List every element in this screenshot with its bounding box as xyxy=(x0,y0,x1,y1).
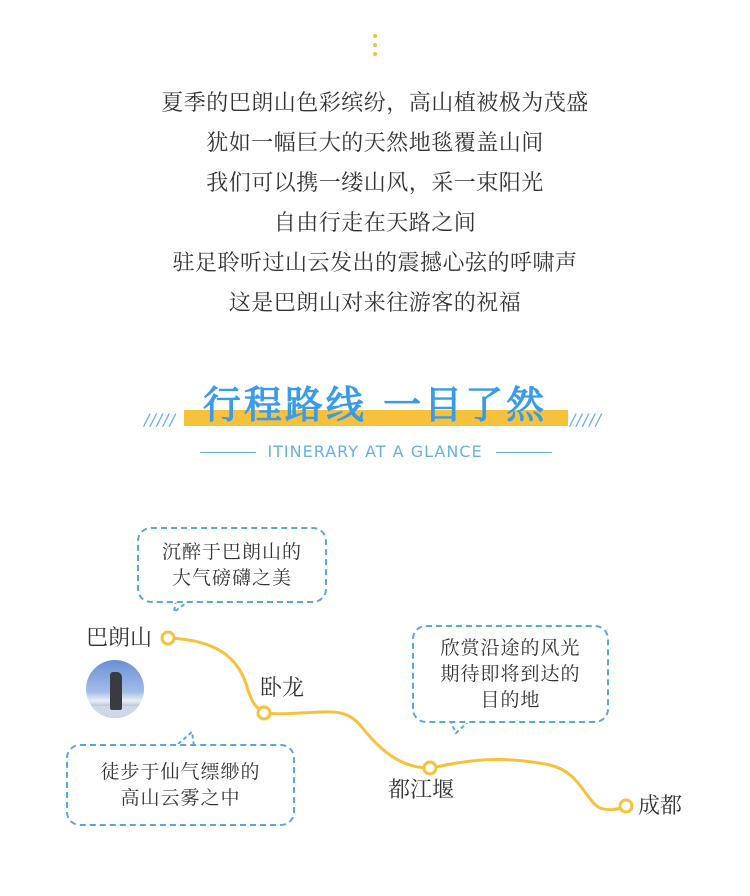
poem-line: 夏季的巴朗山色彩缤纷，高山植被极为茂盛 xyxy=(161,91,589,116)
title-text: 行程路线 一目了然 xyxy=(202,383,548,427)
stop-marker-chengdu xyxy=(620,800,632,812)
bubble-clouds xyxy=(66,744,295,826)
bubble-line: 高山云雾之中 xyxy=(120,787,241,809)
stop-marker-wolong xyxy=(258,707,270,719)
bubble-line: 沉醉于巴朗山的 xyxy=(161,541,302,563)
section-subtitle: ITINERARY AT A GLANCE xyxy=(267,442,483,461)
photo-rock xyxy=(110,672,122,710)
bubble-line: 期待即将到达的 xyxy=(440,663,581,685)
stop-label-chengdu: 成都 xyxy=(638,794,683,819)
stop-marker-balang xyxy=(162,632,174,644)
slashes-right: ///// xyxy=(570,410,602,429)
slashes-left: ///// xyxy=(144,410,176,429)
stop-label-dujiangyan: 都江堰 xyxy=(388,778,455,803)
bubble-line: 目的地 xyxy=(480,689,541,711)
bubble-line: 大气磅礴之美 xyxy=(171,567,292,589)
stop-label-wolong: 卧龙 xyxy=(260,676,305,701)
stop-label-balang: 巴朗山 xyxy=(86,626,153,651)
bubble-scenery xyxy=(412,625,609,723)
balang-mountain-photo xyxy=(86,660,144,718)
poem-line: 犹如一幅巨大的天然地毯覆盖山间 xyxy=(206,131,544,156)
bubble-line: 徒步于仙气缥缈的 xyxy=(100,761,261,783)
bubble-line: 欣赏沿途的风光 xyxy=(440,637,581,659)
poem-line: 驻足聆听过山云发出的震撼心弦的呼啸声 xyxy=(172,251,578,276)
stop-marker-dujiangyan xyxy=(424,762,436,774)
poem-line: 自由行走在天路之间 xyxy=(273,211,477,236)
poem-line: 这是巴朗山对来往游客的祝福 xyxy=(228,291,522,316)
bubble-balang xyxy=(137,527,327,603)
poem-line: 我们可以携一缕山风，采一束阳光 xyxy=(206,171,544,196)
